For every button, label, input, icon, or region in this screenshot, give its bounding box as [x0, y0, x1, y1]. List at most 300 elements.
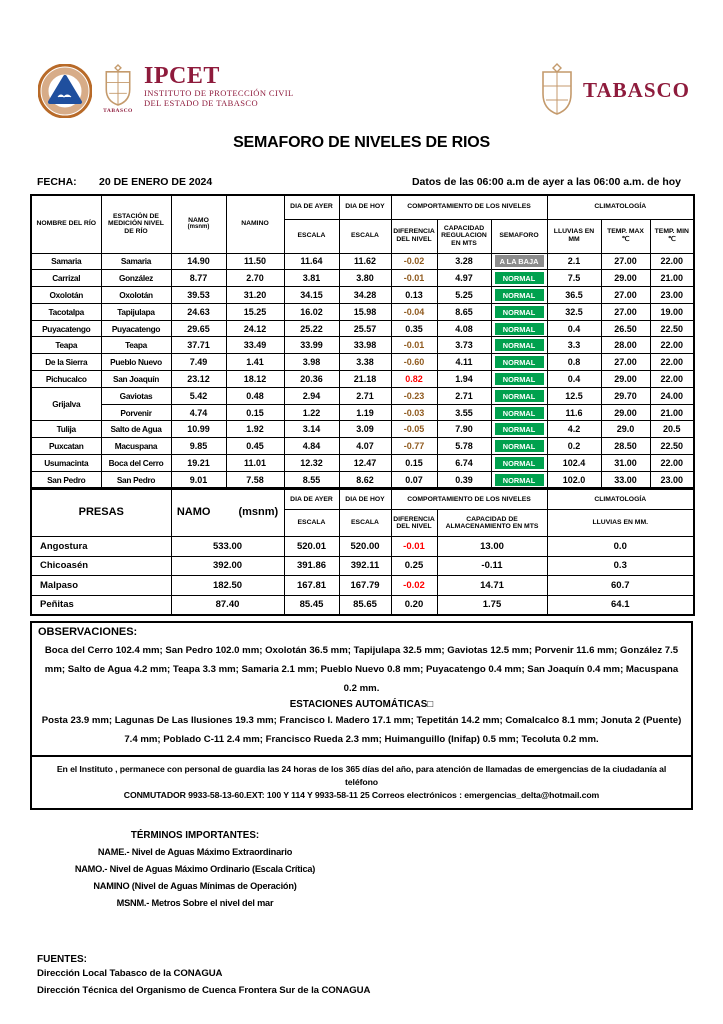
temp-min-value: 24.00 — [650, 387, 694, 404]
col-namo — [171, 195, 226, 253]
observations-paragraph-1: Boca del Cerro 102.4 mm; San Pedro 102.0 mm; Oxolotán 36.5 mm; Tapijulapa 32.5 mm; Gaviotas 12.5 mm; Porvenir 11.6 mm; González 7.5 mm; Salto de Agua 4.2 mm; Teapa 3.3 mm; Samaria 2.1 mm; Pueblo Nuevo 0.8 mm; Puyacatengo 0.4 mm; San Joaquín 0.4 mm; Macuspana 0.2 mm. — [44, 644, 679, 694]
diferencia-value: -0.01 — [391, 337, 437, 354]
dams-header-row1 — [31, 490, 694, 510]
dam-row — [31, 537, 694, 557]
namo-value: 39.53 — [171, 287, 226, 304]
escala-ayer-value: 20.36 — [284, 371, 339, 388]
dam-escala-ayer-value: 391.86 — [284, 556, 339, 576]
station-name: Samaria — [101, 253, 171, 270]
masthead — [0, 0, 723, 128]
semaforo-badge: NORMAL — [495, 423, 544, 435]
temp-min-value: 22.50 — [650, 438, 694, 455]
namo-value: 10.99 — [171, 421, 226, 438]
escala-hoy-value: 1.19 — [339, 404, 391, 421]
temp-min-value: 22.00 — [650, 253, 694, 270]
lluvias-value: 32.5 — [547, 303, 601, 320]
escala-ayer-value: 8.55 — [284, 471, 339, 488]
temp-min-value: 23.00 — [650, 471, 694, 488]
col-dam-capacidad: CAPACIDAD DE ALMACENAMIENTO EN MTS — [437, 510, 547, 537]
lluvias-value: 7.5 — [547, 270, 601, 287]
col-dam-comportamiento: COMPORTAMIENTO DE LOS NIVELES — [391, 490, 547, 510]
river-name: San Pedro — [31, 471, 101, 488]
temp-max-value: 29.00 — [601, 270, 650, 287]
temp-min-value: 22.00 — [650, 337, 694, 354]
institute-note-box — [30, 757, 693, 810]
escala-hoy-value: 25.57 — [339, 320, 391, 337]
col-escala-ayer: ESCALA — [284, 219, 339, 253]
namo-value: 24.63 — [171, 303, 226, 320]
river-name: Carrizal — [31, 270, 101, 287]
semaforo-badge: NORMAL — [495, 440, 544, 452]
station-name: Teapa — [101, 337, 171, 354]
river-name: De la Sierra — [31, 354, 101, 371]
col-temp-max: TEMP. MAX ℃ — [601, 219, 650, 253]
dam-lluvias-value: 64.1 — [547, 595, 694, 615]
org-line1: INSTITUTO DE PROTECCIÓN CIVIL — [144, 88, 294, 98]
namo-value: 14.90 — [171, 253, 226, 270]
dam-namo-value: 533.00 — [171, 537, 284, 557]
term-name: NAME.- Nivel de Aguas Máximo Extraordinario — [97, 846, 293, 857]
semaforo-cell — [491, 471, 547, 488]
escala-ayer-value: 25.22 — [284, 320, 339, 337]
semaforo-cell — [491, 337, 547, 354]
namino-value: 11.01 — [226, 455, 284, 472]
sources — [37, 954, 723, 999]
namo-value: 9.01 — [171, 471, 226, 488]
river-row — [31, 303, 694, 320]
dam-escala-ayer-value: 520.01 — [284, 537, 339, 557]
col-lluvias: LLUVIAS EN MM — [547, 219, 601, 253]
diferencia-value: -0.03 — [391, 404, 437, 421]
lluvias-value: 2.1 — [547, 253, 601, 270]
semaforo-cell — [491, 320, 547, 337]
lluvias-value: 102.0 — [547, 471, 601, 488]
semaforo-cell — [491, 438, 547, 455]
tabasco-logo-group — [537, 62, 690, 118]
escala-hoy-value: 2.71 — [339, 387, 391, 404]
diferencia-value: -0.23 — [391, 387, 437, 404]
namo-value: 19.21 — [171, 455, 226, 472]
semaforo-cell — [491, 287, 547, 304]
namino-value: 2.70 — [226, 270, 284, 287]
tabasco-shield-right-icon — [537, 62, 577, 118]
diferencia-value: -0.77 — [391, 438, 437, 455]
col-dam-namo-label: NAMO — [176, 506, 211, 519]
capacidad-value: 4.08 — [437, 320, 491, 337]
dam-capacidad-value: 13.00 — [437, 537, 547, 557]
station-name: Oxolotán — [101, 287, 171, 304]
semaforo-badge: NORMAL — [495, 407, 544, 419]
semaforo-cell — [491, 371, 547, 388]
escala-ayer-value: 12.32 — [284, 455, 339, 472]
station-name: Pueblo Nuevo — [101, 354, 171, 371]
station-name: Boca del Cerro — [101, 455, 171, 472]
col-dam-namo-unit: (msnm) — [238, 506, 279, 519]
temp-max-value: 27.00 — [601, 287, 650, 304]
semaforo-badge: NORMAL — [495, 289, 544, 301]
col-temp-min: TEMP. MIN ℃ — [650, 219, 694, 253]
capacidad-value: 0.39 — [437, 471, 491, 488]
rivers-table — [30, 194, 695, 489]
semaforo-badge: NORMAL — [495, 373, 544, 385]
station-name: Puyacatengo — [101, 320, 171, 337]
tabasco-wordmark: TABASCO — [583, 77, 690, 102]
col-dam-lluvias: LLUVIAS EN MM. — [547, 510, 694, 537]
col-dam-dia-ayer: DIA DE AYER — [284, 490, 339, 510]
river-name: Puyacatengo — [31, 320, 101, 337]
temp-max-value: 29.70 — [601, 387, 650, 404]
observations-box — [30, 621, 693, 757]
escala-ayer-value: 1.22 — [284, 404, 339, 421]
temp-max-value: 29.00 — [601, 371, 650, 388]
dam-diferencia-value: -0.02 — [391, 576, 437, 596]
observations-title: OBSERVACIONES: — [38, 625, 138, 638]
river-row — [31, 471, 694, 488]
escala-hoy-value: 12.47 — [339, 455, 391, 472]
escala-ayer-value: 11.64 — [284, 253, 339, 270]
diferencia-value: 0.13 — [391, 287, 437, 304]
escala-hoy-value: 3.80 — [339, 270, 391, 287]
station-name: Tapijulapa — [101, 303, 171, 320]
tabasco-shield-icon — [100, 64, 136, 114]
river-row — [31, 320, 694, 337]
river-row — [31, 455, 694, 472]
semaforo-badge: NORMAL — [495, 474, 544, 486]
left-shield-caption: TABASCO — [103, 108, 133, 114]
dam-escala-hoy-value: 85.65 — [339, 595, 391, 615]
observations-paragraph-2: Posta 23.9 mm; Lagunas De Las Ilusiones 19.3 mm; Francisco I. Madero 17.1 mm; Tepetitán 14.2 mm; Comalcalco 8.1 mm; Jonuta 2 (Puente) 7.4 mm; Poblado C-11 2.4 mm; Francisco Rueda 2.3 mm; Huimanguillo (Inifap) 0.5 mm; Tecoluta 0.2 mm. — [41, 714, 682, 745]
automatic-stations-subtitle: ESTACIONES AUTOMÁTICAS□ — [289, 698, 434, 710]
semaforo-cell — [491, 421, 547, 438]
river-name: Oxolotán — [31, 287, 101, 304]
station-name: Salto de Agua — [101, 421, 171, 438]
river-name: Samaria — [31, 253, 101, 270]
namino-value: 24.12 — [226, 320, 284, 337]
dam-escala-ayer-value: 85.45 — [284, 595, 339, 615]
namino-value: 15.25 — [226, 303, 284, 320]
temp-max-value: 33.00 — [601, 471, 650, 488]
river-name: Usumacinta — [31, 455, 101, 472]
source-line-1: Dirección Local Tabasco de la CONAGUA — [37, 967, 223, 979]
lluvias-value: 0.8 — [547, 354, 601, 371]
temp-min-value: 21.00 — [650, 404, 694, 421]
temp-max-value: 27.00 — [601, 303, 650, 320]
capacidad-value: 1.94 — [437, 371, 491, 388]
semaforo-cell — [491, 354, 547, 371]
col-climatologia: CLIMATOLOGÍA — [547, 195, 694, 219]
dams-tbody — [31, 537, 694, 615]
col-comportamiento: COMPORTAMIENTO DE LOS NIVELES — [391, 195, 547, 219]
term-msnm: MSNM.- Metros Sobre el nivel del mar — [116, 897, 274, 908]
dam-diferencia-value: 0.20 — [391, 595, 437, 615]
namo-value: 29.65 — [171, 320, 226, 337]
semaforo-badge: NORMAL — [495, 457, 544, 469]
date-value: 20 DE ENERO DE 2024 — [99, 176, 213, 188]
temp-max-value: 27.00 — [601, 253, 650, 270]
page-title: SEMAFORO DE NIVELES DE RIOS — [233, 134, 490, 151]
proteccion-civil-icon — [38, 64, 92, 118]
lluvias-value: 0.4 — [547, 371, 601, 388]
namino-value: 31.20 — [226, 287, 284, 304]
semaforo-cell — [491, 387, 547, 404]
semaforo-badge: NORMAL — [495, 390, 544, 402]
temp-max-value: 29.00 — [601, 404, 650, 421]
diferencia-value: 0.15 — [391, 455, 437, 472]
escala-hoy-value: 3.09 — [339, 421, 391, 438]
escala-ayer-value: 3.14 — [284, 421, 339, 438]
escala-ayer-value: 3.81 — [284, 270, 339, 287]
namo-value: 9.85 — [171, 438, 226, 455]
river-name: Pichucalco — [31, 371, 101, 388]
escala-ayer-value: 16.02 — [284, 303, 339, 320]
lluvias-value: 12.5 — [547, 387, 601, 404]
lluvias-value: 11.6 — [547, 404, 601, 421]
river-row — [31, 253, 694, 270]
namino-value: 1.92 — [226, 421, 284, 438]
river-name: Tacotalpa — [31, 303, 101, 320]
col-dam-namo — [171, 490, 284, 537]
dam-lluvias-value: 0.3 — [547, 556, 694, 576]
dam-diferencia-value: 0.25 — [391, 556, 437, 576]
temp-min-value: 22.50 — [650, 320, 694, 337]
semaforo-badge: NORMAL — [495, 339, 544, 351]
temp-max-value: 28.50 — [601, 438, 650, 455]
dam-namo-value: 182.50 — [171, 576, 284, 596]
namo-value: 5.42 — [171, 387, 226, 404]
term-namino: NAMINO (Nivel de Aguas Mínimas de Operación) — [93, 880, 297, 891]
temp-min-value: 20.5 — [650, 421, 694, 438]
escala-hoy-value: 3.38 — [339, 354, 391, 371]
escala-hoy-value: 33.98 — [339, 337, 391, 354]
dam-row — [31, 576, 694, 596]
temp-max-value: 27.00 — [601, 354, 650, 371]
river-row — [31, 337, 694, 354]
semaforo-cell — [491, 270, 547, 287]
river-row — [31, 421, 694, 438]
temp-min-value: 19.00 — [650, 303, 694, 320]
river-row — [31, 371, 694, 388]
semaforo-badge: NORMAL — [495, 323, 544, 335]
river-row — [31, 387, 694, 404]
station-name: San Pedro — [101, 471, 171, 488]
river-row — [31, 438, 694, 455]
semaforo-badge: NORMAL — [495, 356, 544, 368]
lluvias-value: 102.4 — [547, 455, 601, 472]
col-estacion: ESTACIÓN DE MEDICIÓN NIVEL DE RÍO — [101, 195, 171, 253]
diferencia-value: -0.04 — [391, 303, 437, 320]
diferencia-value: -0.02 — [391, 253, 437, 270]
col-dia-hoy: DIA DE HOY — [339, 195, 391, 219]
escala-hoy-value: 11.62 — [339, 253, 391, 270]
dam-name: Peñitas — [31, 595, 171, 615]
date-range-note: Datos de las 06:00 a.m de ayer a las 06:00 a.m. de hoy — [411, 176, 681, 188]
dam-namo-value: 87.40 — [171, 595, 284, 615]
org-acronym: IPCET — [144, 63, 220, 89]
namo-value: 7.49 — [171, 354, 226, 371]
semaforo-cell — [491, 303, 547, 320]
river-name: Grijalva — [31, 387, 101, 421]
namino-value: 1.41 — [226, 354, 284, 371]
temp-min-value: 21.00 — [650, 270, 694, 287]
namo-value: 8.77 — [171, 270, 226, 287]
escala-hoy-value: 34.28 — [339, 287, 391, 304]
col-semaforo: SEMAFORO — [491, 219, 547, 253]
temp-min-value: 22.00 — [650, 455, 694, 472]
station-name: Gaviotas — [101, 387, 171, 404]
namo-value: 37.71 — [171, 337, 226, 354]
col-dam-diferencia: DIFERENCIA DEL NIVEL — [391, 510, 437, 537]
col-dam-dia-hoy: DIA DE HOY — [339, 490, 391, 510]
escala-hoy-value: 21.18 — [339, 371, 391, 388]
capacidad-value: 8.65 — [437, 303, 491, 320]
namino-value: 7.58 — [226, 471, 284, 488]
escala-ayer-value: 2.94 — [284, 387, 339, 404]
sources-title: FUENTES: — [37, 953, 87, 965]
col-nombre-rio: NOMBRE DEL RÍO — [31, 195, 101, 253]
col-dam-escala-hoy: ESCALA — [339, 510, 391, 537]
dam-name: Chicoasén — [31, 556, 171, 576]
content — [30, 194, 693, 810]
diferencia-value: 0.82 — [391, 371, 437, 388]
dam-capacidad-value: -0.11 — [437, 556, 547, 576]
date-label: FECHA: — [37, 176, 77, 188]
escala-ayer-value: 4.84 — [284, 438, 339, 455]
col-namino: NAMINO — [226, 195, 284, 253]
rivers-tbody — [31, 253, 694, 488]
diferencia-value: 0.35 — [391, 320, 437, 337]
dams-table — [30, 489, 695, 616]
station-name: González — [101, 270, 171, 287]
escala-ayer-value: 33.99 — [284, 337, 339, 354]
col-dia-ayer: DIA DE AYER — [284, 195, 339, 219]
dam-lluvias-value: 60.7 — [547, 576, 694, 596]
escala-hoy-value: 4.07 — [339, 438, 391, 455]
river-name: Tulija — [31, 421, 101, 438]
org-text — [144, 64, 294, 108]
dam-row — [31, 595, 694, 615]
escala-hoy-value: 8.62 — [339, 471, 391, 488]
lluvias-value: 0.4 — [547, 320, 601, 337]
semaforo-cell — [491, 404, 547, 421]
namino-value: 18.12 — [226, 371, 284, 388]
river-name: Teapa — [31, 337, 101, 354]
dam-escala-hoy-value: 392.11 — [339, 556, 391, 576]
lluvias-value: 0.2 — [547, 438, 601, 455]
river-row — [31, 270, 694, 287]
diferencia-value: -0.60 — [391, 354, 437, 371]
term-namo: NAMO.- Nivel de Aguas Máximo Ordinario (Escala Crítica) — [74, 863, 316, 874]
dam-diferencia-value: -0.01 — [391, 537, 437, 557]
station-name: Macuspana — [101, 438, 171, 455]
dam-capacidad-value: 1.75 — [437, 595, 547, 615]
dam-name: Angostura — [31, 537, 171, 557]
capacidad-value: 6.74 — [437, 455, 491, 472]
capacidad-value: 5.78 — [437, 438, 491, 455]
capacidad-value: 3.73 — [437, 337, 491, 354]
namino-value: 0.45 — [226, 438, 284, 455]
escala-hoy-value: 15.98 — [339, 303, 391, 320]
river-name: Puxcatan — [31, 438, 101, 455]
semaforo-cell — [491, 253, 547, 270]
source-line-2: Dirección Técnica del Organismo de Cuenca Frontera Sur de la CONAGUA — [37, 984, 371, 996]
terms-title: TÉRMINOS IMPORTANTES: — [130, 829, 260, 841]
temp-min-value: 22.00 — [650, 371, 694, 388]
capacidad-value: 5.25 — [437, 287, 491, 304]
diferencia-value: -0.05 — [391, 421, 437, 438]
temp-max-value: 28.00 — [601, 337, 650, 354]
namino-value: 0.48 — [226, 387, 284, 404]
temp-min-value: 23.00 — [650, 287, 694, 304]
escala-ayer-value: 3.98 — [284, 354, 339, 371]
dam-row — [31, 556, 694, 576]
station-name: San Joaquín — [101, 371, 171, 388]
dam-escala-hoy-value: 167.79 — [339, 576, 391, 596]
semaforo-badge: A LA BAJA — [495, 255, 544, 267]
col-namo-unit: (msnm) — [187, 224, 210, 231]
lluvias-value: 3.3 — [547, 337, 601, 354]
namo-value: 23.12 — [171, 371, 226, 388]
river-row — [31, 404, 694, 421]
col-diferencia: DIFERENCIA DEL NIVEL — [391, 219, 437, 253]
diferencia-value: -0.01 — [391, 270, 437, 287]
col-dam-escala-ayer: ESCALA — [284, 510, 339, 537]
institute-note-line1: En el Instituto , permanece con personal de guardia las 24 horas de los 365 días del año, para atención de llamadas de emergencias de la ciudadanía al teléfono — [56, 763, 667, 787]
temp-min-value: 22.00 — [650, 354, 694, 371]
capacidad-value: 4.97 — [437, 270, 491, 287]
semaforo-cell — [491, 455, 547, 472]
important-terms — [30, 830, 360, 908]
station-name: Porvenir — [101, 404, 171, 421]
dam-namo-value: 392.00 — [171, 556, 284, 576]
col-presas: PRESAS — [31, 490, 171, 537]
rivers-header-row1 — [31, 195, 694, 219]
dam-escala-ayer-value: 167.81 — [284, 576, 339, 596]
temp-max-value: 26.50 — [601, 320, 650, 337]
dam-lluvias-value: 0.0 — [547, 537, 694, 557]
namino-value: 11.50 — [226, 253, 284, 270]
river-row — [31, 287, 694, 304]
date-row — [37, 176, 689, 188]
diferencia-value: 0.07 — [391, 471, 437, 488]
institute-note-line2: CONMUTADOR 9933-58-13-60.EXT: 100 Y 114 Y 9933-58-11 25 Correos electrónicos : emergencias_delta@hotmail.com — [123, 789, 600, 800]
capacidad-value: 2.71 — [437, 387, 491, 404]
semaforo-badge: NORMAL — [495, 272, 544, 284]
temp-max-value: 31.00 — [601, 455, 650, 472]
namo-value: 4.74 — [171, 404, 226, 421]
col-capacidad: CAPACIDAD REGULACION EN MTS — [437, 219, 491, 253]
dam-capacidad-value: 14.71 — [437, 576, 547, 596]
lluvias-value: 4.2 — [547, 421, 601, 438]
temp-max-value: 29.0 — [601, 421, 650, 438]
lluvias-value: 36.5 — [547, 287, 601, 304]
capacidad-value: 3.28 — [437, 253, 491, 270]
dam-escala-hoy-value: 520.00 — [339, 537, 391, 557]
tabasco-shield-left-icon — [101, 64, 135, 107]
capacidad-value: 4.11 — [437, 354, 491, 371]
col-escala-hoy: ESCALA — [339, 219, 391, 253]
dam-name: Malpaso — [31, 576, 171, 596]
org-line2: DEL ESTADO DE TABASCO — [144, 98, 258, 108]
semaforo-badge: NORMAL — [495, 306, 544, 318]
namino-value: 0.15 — [226, 404, 284, 421]
river-row — [31, 354, 694, 371]
capacidad-value: 3.55 — [437, 404, 491, 421]
capacidad-value: 7.90 — [437, 421, 491, 438]
ipcet-logo-group — [38, 64, 294, 118]
namino-value: 33.49 — [226, 337, 284, 354]
col-namo-label: NAMO — [188, 216, 209, 224]
escala-ayer-value: 34.15 — [284, 287, 339, 304]
